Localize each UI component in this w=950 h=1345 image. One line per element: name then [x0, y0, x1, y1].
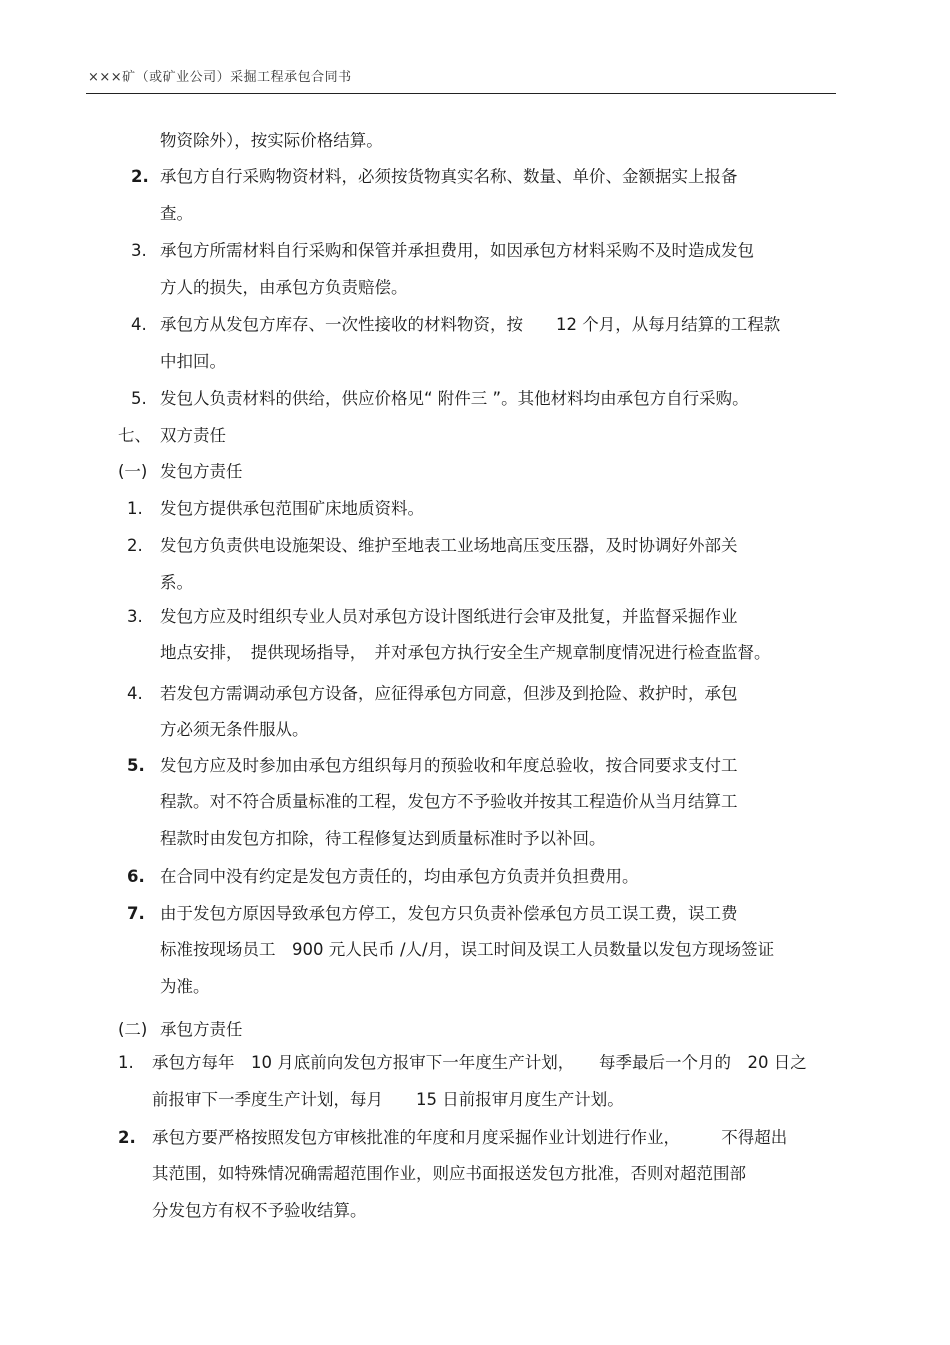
text-line: 为准。 [160, 977, 210, 996]
text-line: 物资除外），按实际价格结算。 [160, 131, 383, 150]
text-line: 系。 [160, 573, 193, 592]
text-line: 发包方提供承包范围矿床地质资料。 [160, 499, 424, 518]
text-line: 承包方所需材料自行采购和保管并承担费用，如因承包方材料采购不及时造成发包 [160, 241, 754, 260]
list-number: 6. [127, 867, 145, 886]
text-line: 发包方应及时参加由承包方组织每月的预验收和年度总验收，按合同要求支付工 [160, 756, 738, 775]
text-line: 承包方从发包方库存、一次性接收的材料物资，按 12 个月，从每月结算的工程款 [160, 315, 781, 334]
text-line: 程款时由发包方扣除，待工程修复达到质量标准时予以补回。 [160, 829, 606, 848]
text-line: 方必须无条件服从。 [160, 720, 309, 739]
list-number: (一) [118, 462, 148, 481]
list-number: 3. [127, 607, 143, 626]
text-line: 程款。对不符合质量标准的工程，发包方不予验收并按其工程造价从当月结算工 [160, 792, 738, 811]
text-line: 双方责任 [160, 426, 226, 445]
text-line: 方人的损失，由承包方负责赔偿。 [160, 278, 408, 297]
text-line: 分发包方有权不予验收结算。 [152, 1201, 367, 1220]
text-line: 其范围，如特殊情况确需超范围作业，则应书面报送发包方批准，否则对超范围部 [152, 1164, 746, 1183]
text-line: 承包方每年 10 月底前向发包方报审下一年度生产计划， 每季最后一个月的 20 日之 [152, 1053, 807, 1072]
list-number: 2. [118, 1128, 136, 1147]
text-line: 查。 [160, 204, 193, 223]
text-line: 发包方应及时组织专业人员对承包方设计图纸进行会审及批复，并监督采掘作业 [160, 607, 738, 626]
list-number: 2. [131, 167, 149, 186]
text-line: 前报审下一季度生产计划，每月 15 日前报审月度生产计划。 [152, 1090, 624, 1109]
text-line: 地点安排， 提供现场指导， 并对承包方执行安全生产规章制度情况进行检查监督。 [160, 643, 771, 662]
text-line: 承包方要严格按照发包方审核批准的年度和月度采掘作业计划进行作业， 不得超出 [152, 1128, 788, 1147]
list-number: 1. [127, 499, 143, 518]
list-number: 4. [127, 684, 143, 703]
text-line: 中扣回。 [160, 352, 226, 371]
list-number: 5. [127, 756, 145, 775]
text-line: 发包方负责供电设施架设、维护至地表工业场地高压变压器，及时协调好外部关 [160, 536, 738, 555]
text-line: 承包方自行采购物资材料，必须按货物真实名称、数量、单价、金额据实上报备 [160, 167, 738, 186]
document-header: ×××矿（或矿业公司）采掘工程承包合同书 [88, 70, 352, 85]
list-number: (二) [118, 1020, 148, 1039]
text-line: 在合同中没有约定是发包方责任的，均由承包方负责并负担费用。 [160, 867, 639, 886]
list-number: 七、 [118, 426, 151, 445]
header-rule [86, 93, 836, 94]
text-line: 发包方责任 [160, 462, 243, 481]
list-number: 3. [131, 241, 147, 260]
text-line: 若发包方需调动承包方设备，应征得承包方同意，但涉及到抢险、救护时，承包 [160, 684, 738, 703]
list-number: 4. [131, 315, 147, 334]
list-number: 7. [127, 904, 145, 923]
text-line: 承包方责任 [160, 1020, 243, 1039]
list-number: 1. [118, 1053, 134, 1072]
text-line: 由于发包方原因导致承包方停工，发包方只负责补偿承包方员工误工费，误工费 [160, 904, 738, 923]
text-line: 发包人负责材料的供给，供应价格见“ 附件三 ”。其他材料均由承包方自行采购。 [160, 389, 749, 408]
list-number: 5. [131, 389, 147, 408]
list-number: 2. [127, 536, 143, 555]
text-line: 标准按现场员工 900 元人民币 /人/月，误工时间及误工人员数量以发包方现场签证 [160, 940, 775, 959]
